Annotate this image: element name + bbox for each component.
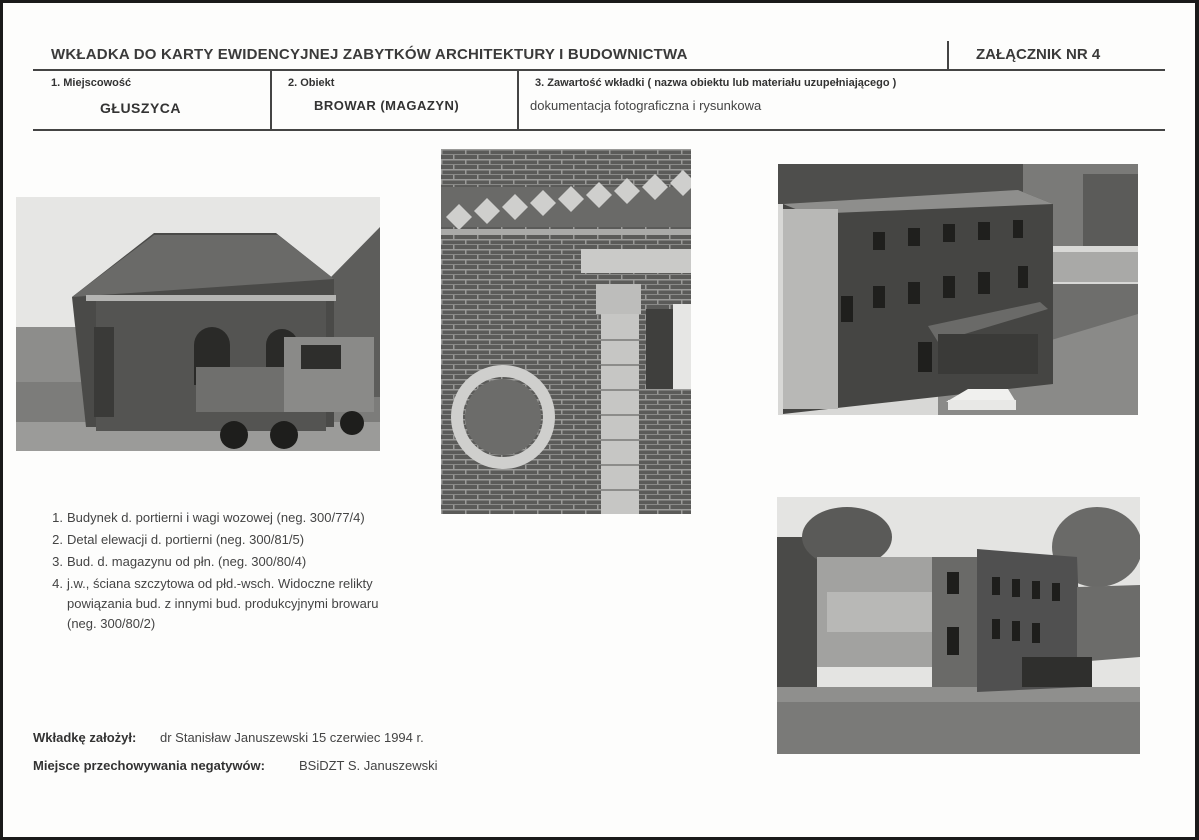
caption-item: 2. Detal elewacji d. portierni (neg. 300/81/5): [52, 532, 305, 547]
created-by-value: dr Stanisław Januszewski 15 czerwiec 1994 r.: [160, 730, 424, 745]
caption-item: 3. Bud. d. magazynu od płn. (neg. 300/80/4): [52, 554, 307, 569]
photo-4-gable-wall: [777, 497, 1140, 754]
record-sheet: [3, 3, 1195, 837]
photo-3-warehouse-north: [778, 164, 1138, 415]
field-divider-1: [270, 69, 272, 131]
header-divider: [947, 41, 949, 69]
locality-value: GŁUSZYCA: [100, 100, 181, 116]
caption-item: 4. j.w., ściana szczytowa od płd.-wsch. Widoczne relikty powiązania bud. z innymi bud. produkcyjnymi browaru (neg. 300/80/2): [52, 576, 379, 631]
fields-rule: [33, 129, 1165, 131]
photo-1-gatehouse: [16, 197, 380, 451]
contents-value: dokumentacja fotograficzna i rysunkowa: [530, 98, 762, 113]
contents-label: 3. Zawartość wkładki ( nazwa obiektu lub materiału uzupełniającego ): [535, 77, 897, 89]
field-divider-2: [517, 69, 519, 131]
annex-number: ZAŁĄCZNIK NR 4: [976, 46, 1101, 63]
negatives-storage-label: Miejsce przechowywania negatywów:: [33, 758, 265, 773]
locality-label: 1. Miejscowość: [51, 77, 132, 89]
caption-item: 1. Budynek d. portierni i wagi wozowej (neg. 300/77/4): [52, 510, 365, 525]
object-value: BROWAR (MAGAZYN): [314, 98, 460, 113]
photo-2-facade-detail: [441, 149, 691, 514]
header-rule: [33, 69, 1165, 71]
photo-captions: [43, 508, 443, 636]
created-by-label: Wkładkę założył:: [33, 730, 137, 745]
sheet-title: WKŁADKA DO KARTY EWIDENCYJNEJ ZABYTKÓW ARCHITEKTURY I BUDOWNICTWA: [51, 46, 688, 63]
object-label: 2. Obiekt: [288, 77, 335, 89]
negatives-storage-value: BSiDZT S. Januszewski: [299, 758, 438, 773]
